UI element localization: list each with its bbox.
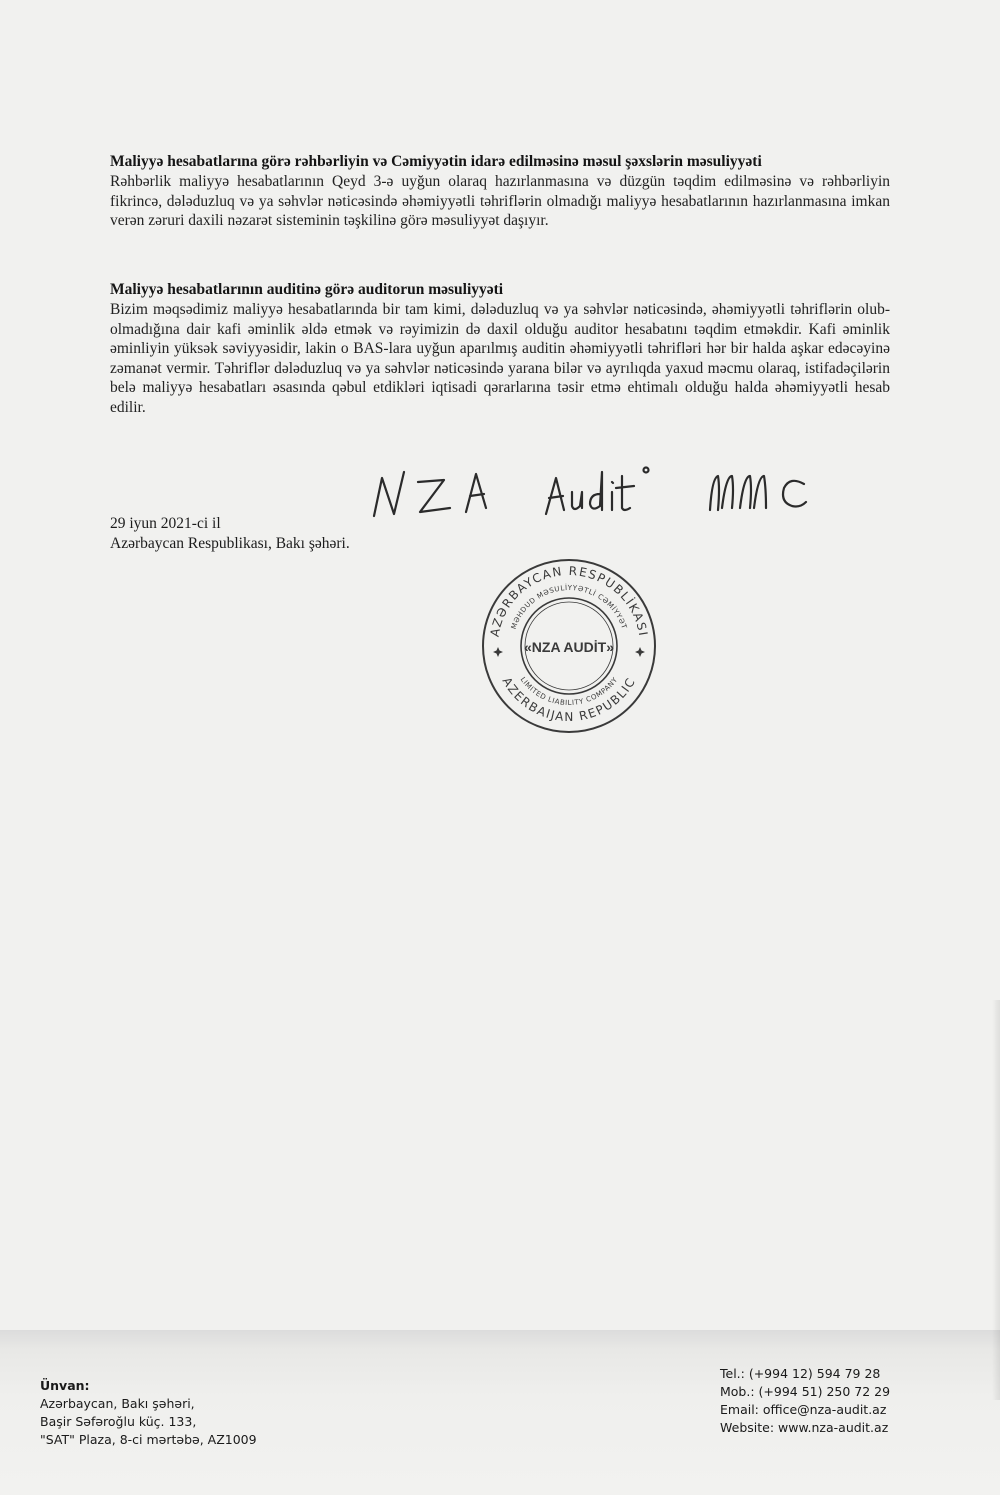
email-line: Email: office@nza-audit.az: [720, 1402, 887, 1417]
report-place: Azərbaycan Respublikası, Bakı şəhəri.: [110, 535, 350, 552]
svg-text:LIMITED LIABILITY COMPANY: LIMITED LIABILITY COMPANY: [518, 675, 620, 708]
svg-text:MƏHDUD MƏSULİYYƏTLİ CƏMİYYƏT: MƏHDUD MƏSULİYYƏTLİ CƏMİYYƏT: [509, 583, 629, 631]
handwritten-signature: [360, 458, 840, 528]
management-responsibility-section: [110, 152, 890, 231]
svg-text:«NZA AUDİT»: «NZA AUDİT»: [524, 639, 614, 655]
address-line: "SAT" Plaza, 8-ci mərtəbə, AZ1009: [40, 1432, 257, 1447]
phone-line: Tel.: (+994 12) 594 79 28: [720, 1366, 881, 1381]
company-stamp: [478, 548, 660, 744]
footer-address: [40, 1377, 257, 1449]
address-label: Ünvan:: [40, 1378, 90, 1393]
auditor-responsibility-section: [110, 280, 890, 417]
section-heading: Maliyyə hesabatlarına görə rəhbərliyin və Cəmiyyətin idarə edilməsinə məsul şəxslərin məsuliyyəti: [110, 153, 762, 170]
mobile-line: Mob.: (+994 51) 250 72 29: [720, 1384, 891, 1399]
section-heading: Maliyyə hesabatlarının auditinə görə auditorun məsuliyyəti: [110, 281, 504, 298]
scan-edge-shadow: [992, 1000, 1000, 1400]
address-line: Başir Səfəroğlu küç. 133,: [40, 1414, 197, 1429]
address-line: Azərbaycan, Bakı şəhəri,: [40, 1396, 195, 1411]
website-line: Website: www.nza-audit.az: [720, 1420, 889, 1435]
section-body: Bizim məqsədimiz maliyyə hesabatlarında bir tam kimi, dələduzluq və ya səhvlər nəticəsində, əhəmiyyətli təhriflərin olub-olmadığına dair kafi əminlik əldə etmək və rəyimizin də daxil olduğu auditor hesabatını təqdim etməkdir. Kafi əminlik əminliyin yüksək səviyyəsidir, lakin o BAS-lara uyğun aparılmış auditin əhəmiyyətli təhrifləri hər bir halda aşkar edəcəyinə zəmanət vermir. Təhriflər dələduzluq və ya səhvlər nəticəsində yarana bilər və ayrılıqda yaxud məcmu olaraq, istifadəçilərin belə maliyyə hesabatları əsasında qəbul etdikləri iqtisadi qərarlarına təsir etmə ehtimalı olduğu halda əhəmiyyətli hesab edilir.: [110, 301, 890, 416]
report-date: 29 iyun 2021-ci il: [110, 515, 221, 532]
date-place-block: [110, 514, 350, 554]
section-body: Rəhbərlik maliyyə hesabatlarının Qeyd 3-ə uyğun olaraq hazırlanmasına və düzgün təqdim edilməsinə və rəhbərliyin fikrincə, dələduzluq və ya səhvlər nəticəsində əhəmiyyətli təhriflərin olmadığı maliyyə hesabatlarının hazırlanmasına imkan verən zəruri daxili nəzarət sisteminin təşkilinə görə məsuliyyət daşıyır.: [110, 173, 890, 229]
svg-text:AZERBAIJAN REPUBLIC: AZERBAIJAN REPUBLIC: [499, 674, 639, 725]
svg-text:AZƏRBAYCAN RESPUBLİKASI: AZƏRBAYCAN RESPUBLİKASI: [487, 563, 651, 638]
footer-contacts: [720, 1365, 890, 1437]
